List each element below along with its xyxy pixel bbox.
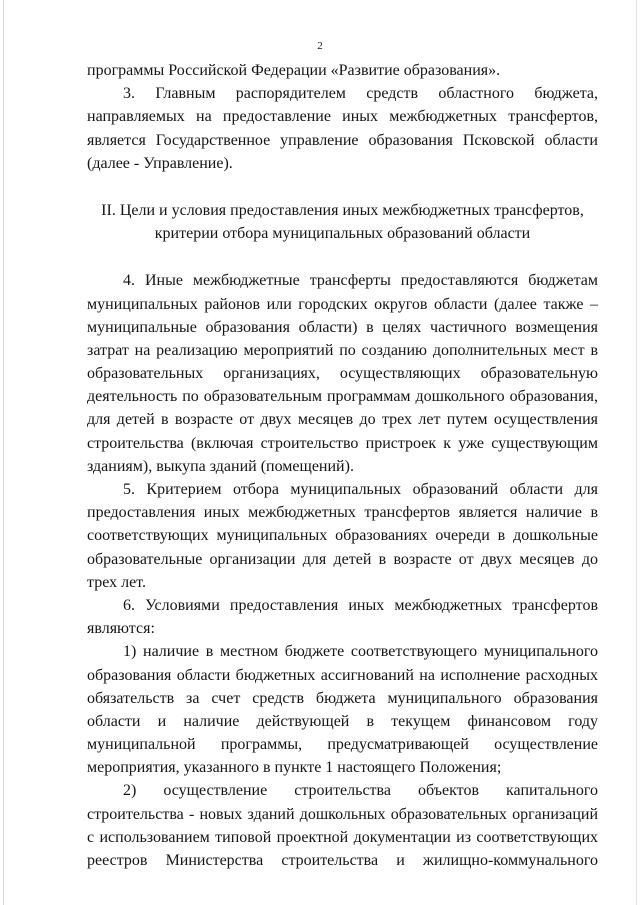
section-heading-line: II. Цели и условия предоставления иных межбюджетных трансфертов, [101, 201, 584, 219]
text-line: зданиям), выкупа зданий (помещений). [87, 457, 354, 475]
text-line: предоставления иных межбюджетных трансфертов является наличие в [87, 504, 598, 522]
text-line: муниципальные образования области) в целях частичного возмещения [87, 318, 598, 336]
text-line: 3. Главным распорядителем средств областного бюджета, [123, 85, 598, 103]
section-heading-line: критерии отбора муниципальных образований области [154, 225, 531, 243]
text-line: с использованием типовой проектной документации из соответствующих [87, 828, 598, 846]
text-line: затрат на реализацию мероприятий по созданию дополнительных мест в [87, 341, 598, 359]
text-line: обязательств за счет средств бюджета муниципального образования [87, 689, 598, 707]
text-line: мероприятия, указанного в пункте 1 настоящего Положения; [87, 759, 502, 777]
text-line: направляемых на предоставление иных межбюджетных трансфертов, [87, 108, 598, 126]
text-line: строительства - новых зданий дошкольных образовательных организаций [87, 805, 598, 823]
document-body [87, 59, 598, 872]
text-line: образовательные организации для детей в возрасте от двух месяцев до [87, 550, 598, 568]
text-line: 4. Иные межбюджетные трансферты предоставляются бюджетам [123, 272, 598, 290]
text-line: реестров Министерства строительства и жилищно-коммунального [87, 852, 598, 869]
paragraph-gap [87, 175, 598, 199]
text-line: образовательных организациях, осуществляющих образовательную [87, 365, 598, 383]
text-line: муниципальной программы, предусматривающей осуществление [87, 736, 598, 754]
text-line: соответствующих муниципальных образованиях очереди в дошкольные [87, 527, 598, 545]
text-line: деятельность по образовательным программам дошкольного образования, [87, 388, 598, 406]
scan-edge-right [636, 0, 637, 905]
text-line: трех лет. [87, 573, 146, 591]
text-line: для детей в возрасте от двух месяцев до трех лет путем осуществления [87, 411, 598, 429]
page-number: 2 [317, 40, 323, 52]
text-line: 5. Критерием отбора муниципальных образований области для [123, 481, 598, 498]
scan-edge-left [3, 0, 4, 905]
text-line: образования области бюджетных ассигнований на исполнение расходных [87, 666, 598, 684]
text-line: 6. Условиями предоставления иных межбюджетных трансфертов [123, 596, 598, 614]
text-line: 1) наличие в местном бюджете соответствующего муниципального [123, 643, 598, 661]
text-line: является Государственное управление образования Псковской области [87, 131, 598, 149]
text-line: 2) осуществление строительства объектов капитального [123, 782, 598, 800]
text-line: являются: [87, 620, 155, 638]
text-line: (далее - Управление). [87, 154, 233, 172]
text-line: программы Российской Федерации «Развитие образования». [87, 62, 501, 79]
text-line: строительства (включая строительство пристроек к уже существующим [87, 434, 598, 452]
text-line: муниципальных районов или городских округов области (далее также – [87, 295, 598, 313]
paragraph-gap [87, 245, 598, 269]
text-line: области и наличие действующей в текущем финансовом году [87, 712, 598, 730]
